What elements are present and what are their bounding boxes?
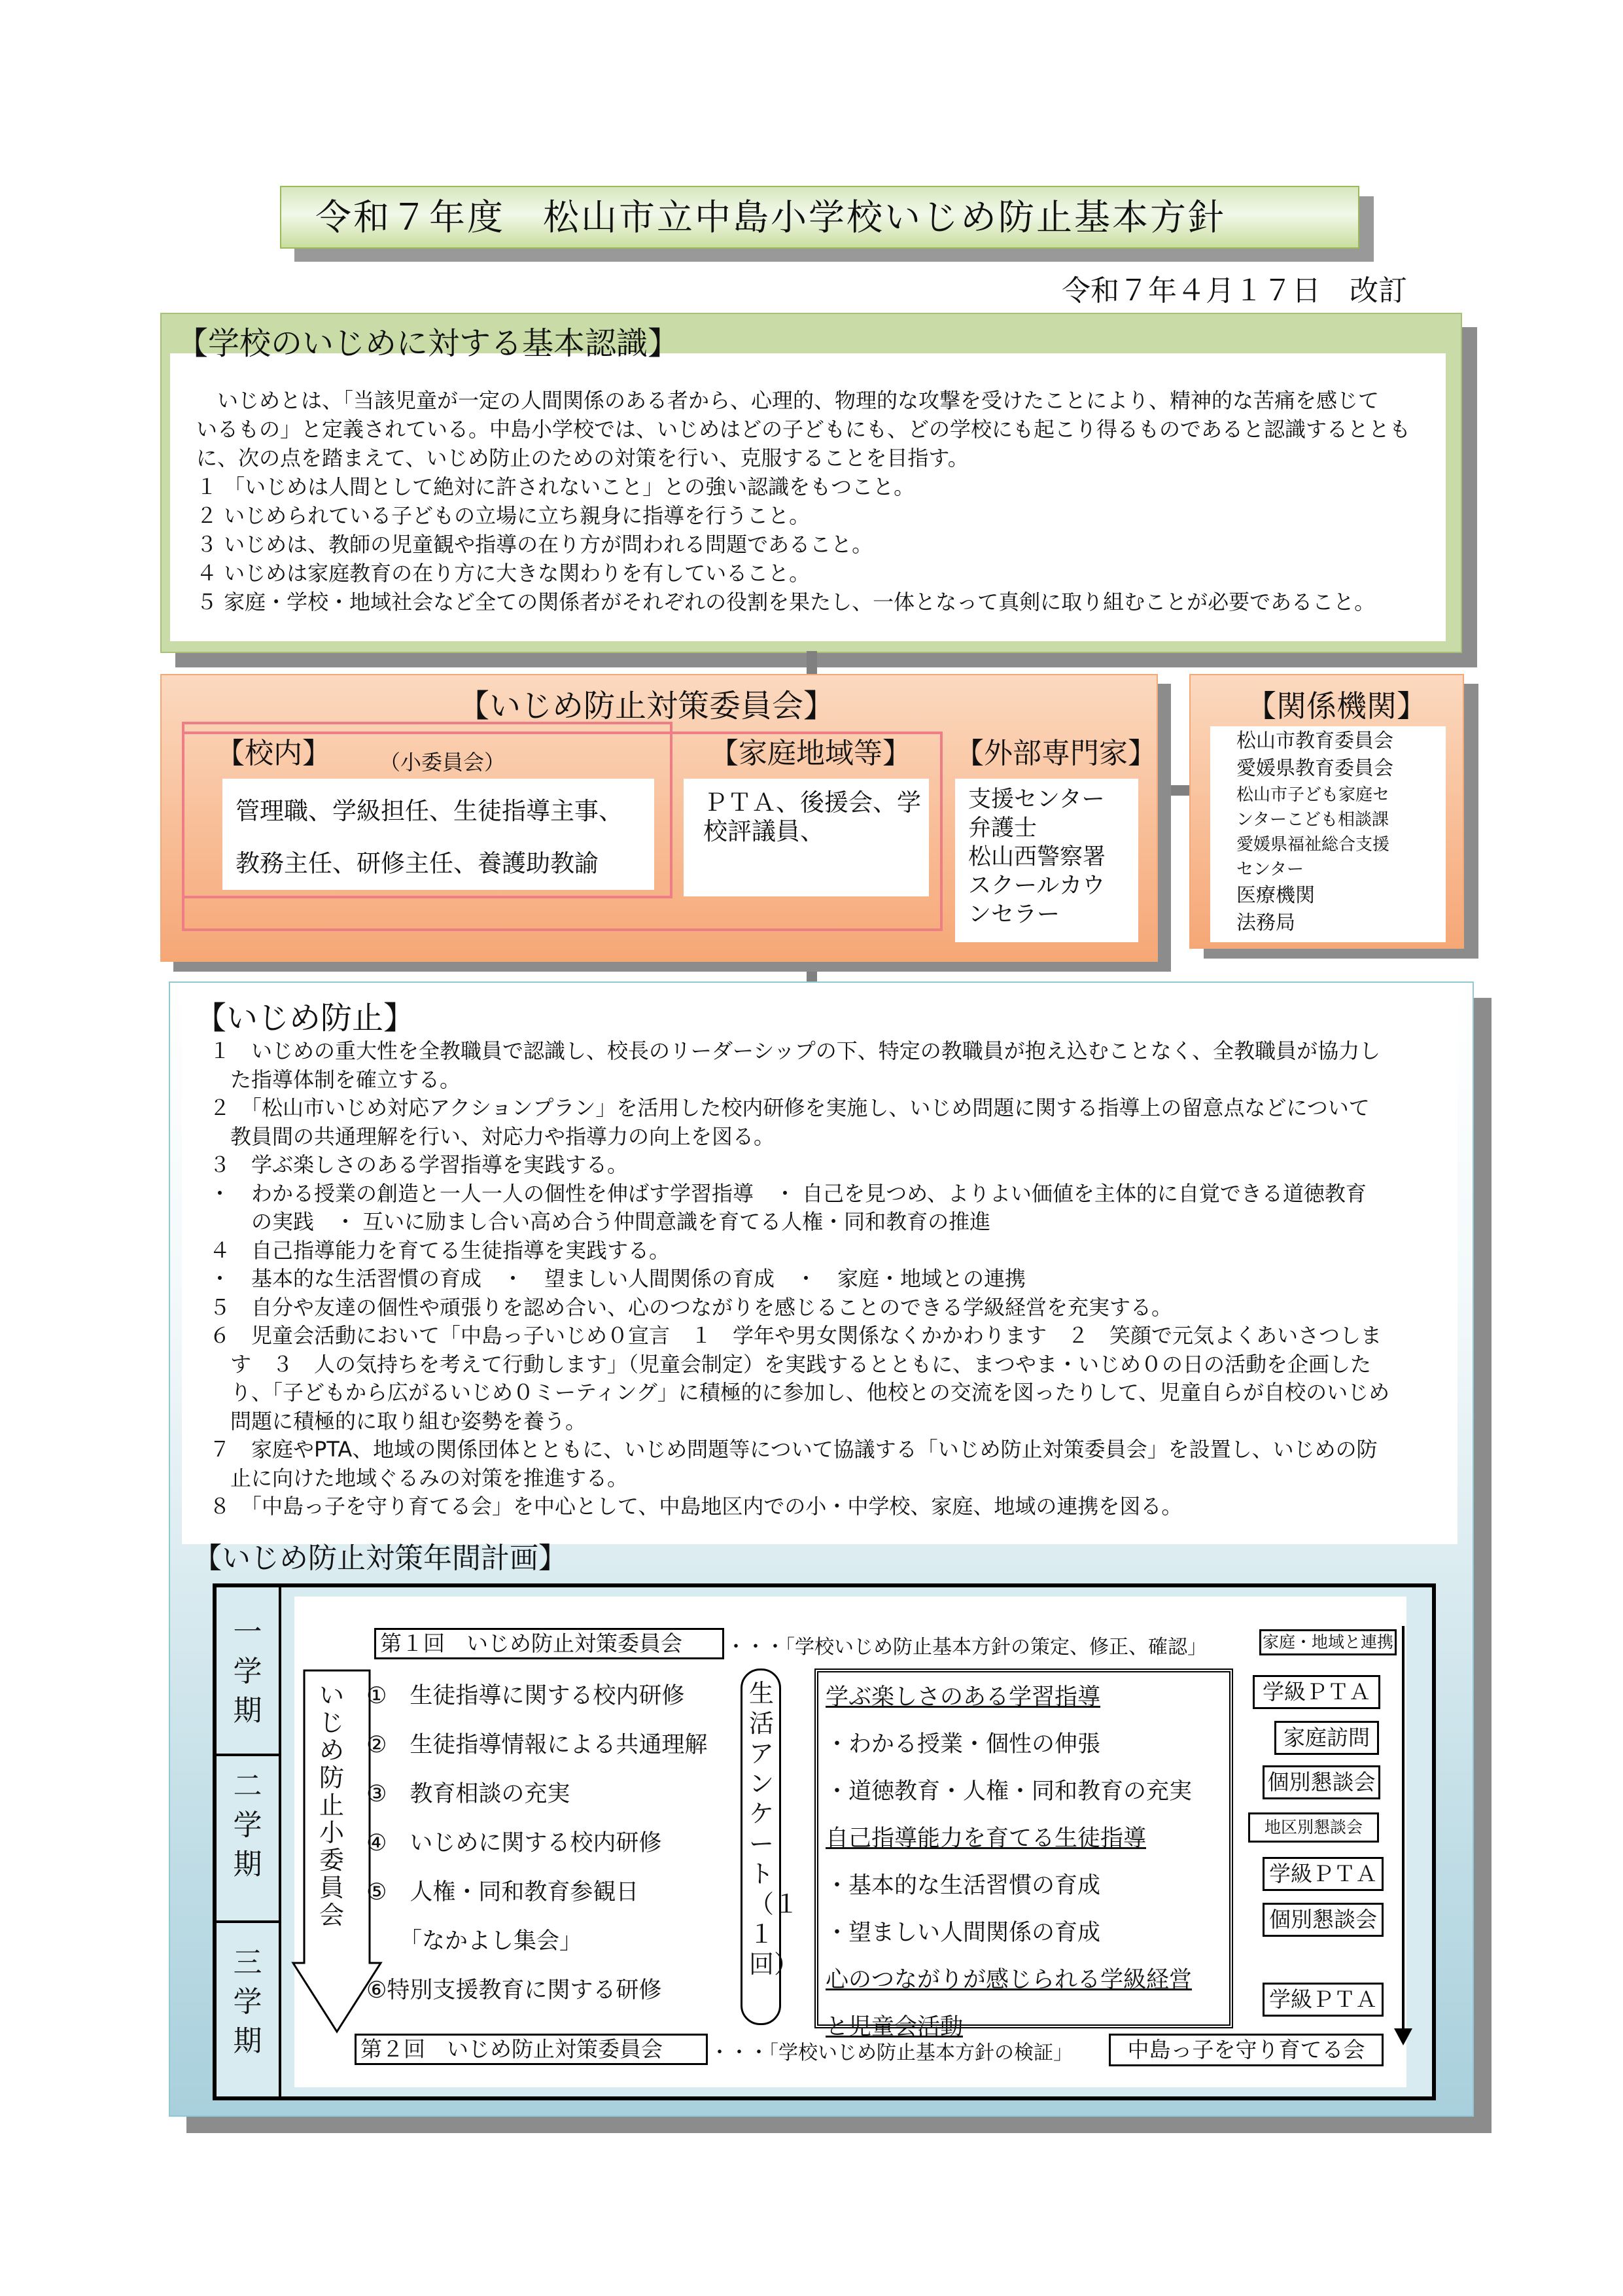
term-1 [217,1613,279,1731]
timeline-line [1402,1626,1405,2032]
school-label: 【校内】 [216,737,331,770]
member-line: 管理職、学級担任、生徒指導主事、 [236,797,623,825]
member-line: 支援センター [968,786,1105,813]
plan-heading: 【いじめ防止対策年間計画】 [193,1542,567,1575]
external-members [968,785,1106,929]
basic-line: ２ いじめられている子どもの立場に立ち親身に指導を行うこと。 [196,503,811,528]
basic-line: いじめとは、「当該児童が一定の人間関係のある者から、心理的、物理的な攻撃を受けたことにより、精神的な苦痛を感じて [196,388,1380,413]
right-item: 個別懇談会 [1263,1765,1380,1799]
center-item: 心のつながりが感じられる学級経営 [826,1967,1193,1993]
term-column-border [279,1587,281,2096]
external-label: 【外部専門家】 [955,737,1157,770]
school-members [236,785,623,890]
related-item: 法務局 [1236,911,1295,934]
related-item: センター [1236,860,1304,879]
revision-date: 令和７年４月１７日 改訂 [1062,274,1407,308]
related-item: 松山市教育委員会 [1236,730,1393,752]
center-item: ・わかる授業・個性の伸張 [826,1731,1101,1757]
basic-line: ４ いじめは家庭教育の在り方に大きな関わりを有していること。 [196,561,811,586]
related-heading: 【関係機関】 [1246,688,1427,724]
basic-line: いるもの」と定義されている。中島小学校では、いじめはどの子どもにも、どの学校にも起こり得るものであると認識するととも [196,417,1411,442]
meeting-2: 第２回 いじめ防止対策委員会 [355,2034,708,2065]
family-cooperation-badge: 家庭・地域と連携 [1259,1629,1397,1655]
basic-line: に、次の点を踏まえて、いじめ防止のための対策を行い、克服することを目指す。 [196,446,969,470]
prevention-line: １ いじめの重大性を全教職員で認識し、校長のリーダーシップの下、特定の教職員が抱え込むことなく、全教職員が協力し [209,1038,1381,1063]
small-committee-label: （小委員会） [379,750,506,775]
prevention-line: す ３ 人の気持ちを考えて行動します」（児童会制定）を実践するとともに、まつやま・いじめ０の日の活動を企画した [209,1351,1372,1377]
activity-item: ⑥特別支援教育に関する研修 [366,1977,662,2004]
prevention-line: た指導体制を確立する。 [209,1067,461,1092]
arrow-label: いじめ防止小委員会 [319,1681,345,1930]
meeting-1-desc: ・・・「学校いじめ防止基本方針の策定、修正、確認」 [726,1636,1207,1659]
center-item: と児童会活動 [826,2014,964,2040]
prevention-line: ３ 学ぶ楽しさのある学習指導を実践する。 [209,1152,629,1177]
basic-line: ３ いじめは、教師の児童観や指導の在り方が問われる問題であること。 [196,532,873,557]
basic-text [196,386,1452,616]
member-line: 教務主任、研修主任、養護助教諭 [236,849,599,877]
member-line: 松山西警察署 [968,844,1106,870]
term-2 [217,1767,279,1884]
basic-line: ５ 家庭・学校・地域社会など全ての関係者がそれぞれの役割を果たし、一体となって真剣に取り組むことが必要であること。 [196,590,1376,614]
related-item: 医療機関 [1236,884,1315,907]
member-line: ＰＴＡ、後援会、学 [703,788,921,817]
survey-label: 生活アンケート（１１回） [749,1679,799,1979]
related-item: 松山市子ども家庭セ [1236,785,1390,805]
related-item: 愛媛県福祉総合支援 [1236,835,1390,855]
meeting-1: 第１回 いじめ防止対策委員会 [374,1628,724,1659]
right-item: 学級ＰＴＡ [1253,1675,1380,1709]
meeting-2-desc: ・・・「学校いじめ防止基本方針の検証」 [710,2041,1073,2064]
member-line: 校評議員、 [703,817,824,845]
prevention-line: 問題に積極的に取り組む姿勢を養う。 [209,1408,587,1434]
right-item: 学級ＰＴＡ [1263,1983,1384,2017]
family-members [703,788,919,846]
term-label: 一学期 [233,1616,262,1727]
prevention-line: の実践 ・ 互いに励まし合い高め合う仲間意識を育てる人権・同和教育の推進 [209,1209,991,1234]
activity-item: ④ いじめに関する校内研修 [366,1830,662,1856]
prevention-text [209,1037,1452,1521]
center-item: ・基本的な生活習慣の育成 [826,1873,1101,1899]
center-item: 学ぶ楽しさのある学習指導 [826,1684,1101,1710]
right-item: 地区別懇談会 [1248,1812,1379,1843]
right-item: 学級ＰＴＡ [1263,1857,1384,1891]
center-item: ・道徳教育・人権・同和教育の充実 [826,1778,1193,1805]
prevention-line: 教員間の共通理解を行い、対応力や指導力の向上を図る。 [209,1123,775,1149]
related-item: ンターこども相談課 [1236,810,1389,830]
protect-meeting: 中島っ子を守り育てる会 [1109,2034,1384,2066]
related-item: 愛媛県教育委員会 [1236,757,1393,780]
member-line: ンセラー [968,902,1060,928]
prevention-line: ・ 基本的な生活習慣の育成 ・ 望ましい人間関係の育成 ・ 家庭・地域との連携 [209,1266,1026,1291]
prevention-line: ４ 自己指導能力を育てる生徒指導を実践する。 [209,1237,671,1263]
term-label: 二学期 [233,1769,262,1881]
family-label: 【家庭地域等】 [710,737,911,770]
member-line: 弁護士 [968,815,1038,841]
activity-item: ② 生徒指導情報による共通理解 [366,1732,708,1758]
term-divider [217,1754,279,1756]
activity-item: ③ 教育相談の充実 [366,1781,570,1807]
prevention-line: り、「子どもから広がるいじめ０ミーティング」に積極的に参加し、他校との交流を図ったりして、児童自らが自校のいじめ [209,1380,1390,1405]
center-item: ・望ましい人間関係の育成 [826,1920,1101,1946]
term-label: 三学期 [233,1946,262,2058]
timeline-arrow-icon [1394,2028,1412,2047]
connector [807,651,817,677]
center-item: 自己指導能力を育てる生徒指導 [826,1826,1147,1852]
center-list [826,1674,1192,2051]
prevention-line: ５ 自分や友達の個性や頑張りを認め合い、心のつながりを感じることのできる学級経営を充実する。 [209,1294,1173,1320]
term-3 [217,1943,279,2061]
prevention-line: ・ わかる授業の創造と一人一人の個性を伸ばす学習指導 ・ 自己を見つめ、よりよい価値を主体的に自覚できる道徳教育 [209,1180,1367,1206]
activity-item: 「なかよし集会」 [399,1928,583,1954]
activity-list [366,1672,707,2015]
right-item: 個別懇談会 [1263,1903,1384,1937]
page-title: 令和７年度 松山市立中島小学校いじめ防止基本方針 [315,196,1226,238]
activity-item: ⑤ 人権・同和教育参観日 [366,1879,639,1905]
prevention-line: 止に向けた地域ぐるみの対策を推進する。 [209,1465,629,1491]
committee-heading: 【いじめ防止対策委員会】 [458,688,835,724]
right-item: 家庭訪問 [1274,1721,1379,1755]
basic-heading: 【学校のいじめに対する基本認識】 [177,325,680,362]
member-line: スクールカウ [968,873,1106,899]
term-divider [217,1920,279,1923]
prevention-line: ８ 「中島っ子を守り育てる会」を中心として、中島地区内での小・中学校、家庭、地域の連携を図る。 [209,1494,1183,1519]
basic-line: １ 「いじめは人間として絶対に許されないこと」との強い認識をもつこと。 [196,474,915,499]
related-list [1236,728,1433,937]
activity-item: ① 生徒指導に関する校内研修 [366,1683,685,1709]
prevention-line: ７ 家庭やPTA、地域の関係団体とともに、いじめ問題等について協議する「いじめ防止対策委員会」を設置し、いじめの防 [209,1437,1378,1462]
prevention-line: ２ 「松山市いじめ対応アクションプラン」を活用した校内研修を実施し、いじめ問題に関する指導上の留意点などについて [209,1095,1370,1120]
prevention-line: ６ 児童会活動において「中島っ子いじめ０宣言 １ 学年や男女関係なくかかわります ２ 笑顔で元気よくあいさつしま [209,1323,1382,1348]
prevention-heading: 【いじめ防止】 [195,1000,415,1036]
